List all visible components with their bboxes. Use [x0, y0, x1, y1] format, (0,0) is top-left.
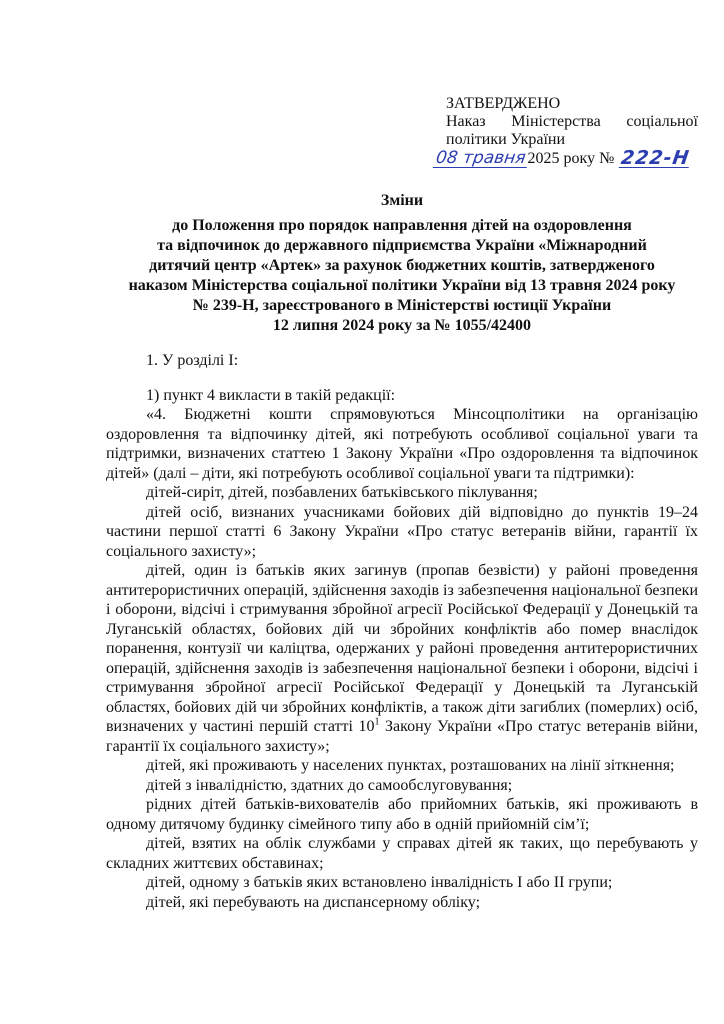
title-line-5: № 239-Н, зареєстрованого в Міністерстві юстиції України	[192, 297, 612, 314]
paragraph-9: дітей, одному з батьків яких встановлено інвалідність I або II групи;	[146, 874, 613, 891]
title-line-1: до Положення про порядок направлення дітей на оздоровлення	[172, 217, 632, 234]
approval-block	[434, 95, 698, 169]
paragraph-4-tail: Закону України «Про статус ветеранів війни, гарантії їх соціального захисту»;	[106, 718, 698, 755]
paragraph-10: дітей, які перебувають на диспансерному обліку;	[146, 893, 481, 911]
title-heading: Зміни	[380, 192, 424, 209]
paragraph-8: дітей, взятих на облік службами у справах дітей як таких, що перебувають у складних життєвих обставинах;	[106, 835, 698, 872]
paragraph-4-text: дітей, один із батьків яких загинув (пропав безвісти) у районі проведення антитерористичних операцій, здійснення заходів із забезпечення національної безпеки і оборони, відсічі і стримування збройної агресії Російської Федерації у Донецькій та Луганській областях, бойових дій чи збройних конфліктів або помер внаслідок поранення, контузії чи каліцтва, одержаних у районі проведення антитерористичних операцій, здійснення заходів із забезпечення національної безпеки і оборони, відсічі і стримування збройної агресії Російської Федерації у Донецькій та Луганській областях, бойових дій чи збройних конфліктів, а також діти загиблих (померлих) осіб, визначених у частині першій статті 10	[106, 562, 698, 735]
handwritten-order-number: 222-Н	[619, 147, 692, 169]
item-1: 1) пункт 4 викласти в такій редакції:	[146, 386, 396, 404]
paragraph-2: дітей-сиріт, дітей, позбавлених батьківського піклування;	[146, 484, 538, 501]
title-line-6: 12 липня 2024 року за № 1055/42400	[272, 317, 532, 334]
document-body	[106, 351, 698, 912]
superscript-1: 1	[374, 716, 380, 728]
order-date-line	[434, 149, 698, 168]
order-line-1: Наказ Міністерства соціальної	[446, 113, 698, 130]
document-title	[106, 191, 698, 336]
paragraph-7: рідних дітей батьків-вихователів або прийомних батьків, які проживають в одному дитячому будинку сімейного типу або в одній прийомній сім’ї;	[106, 796, 698, 833]
approval-stamp: ЗАТВЕРДЖЕНО	[446, 95, 561, 112]
paragraph-4	[106, 561, 698, 756]
handwritten-date: 08 травня	[434, 148, 527, 168]
title-line-4: наказом Міністерства соціальної політики України від 13 травня 2024 року	[128, 277, 676, 294]
paragraph-1: «4. Бюджетні кошти спрямовуються Мінсоцполітики на організацію оздоровлення та відпочинку дітей, які потребують особливої соціальної уваги та підтримки, визначених статтею 1 Закону України «Про оздоровлення та відпочинок дітей» (далі – діти, які потребують особливої соціальної уваги та підтримки):	[106, 406, 698, 482]
order-year-text: 2025 року №	[527, 150, 615, 167]
paragraph-3: дітей осіб, визнаних учасниками бойових дій відповідно до пунктів 19–24 частини першої статті 6 Закону України «Про статус ветеранів війни, гарантії їх соціального захисту»;	[106, 503, 698, 560]
title-line-2: та відпочинок до державного підприємства України «Міжнародний	[157, 237, 647, 254]
paragraph-6: дітей з інвалідністю, здатних до самообслуговування;	[146, 776, 513, 794]
order-line-2: політики України	[446, 131, 566, 148]
section-heading: 1. У розділі I:	[146, 352, 239, 369]
title-line-3: дитячий центр «Артек» за рахунок бюджетних коштів, затвердженого	[149, 257, 655, 274]
paragraph-5: дітей, які проживають у населених пунктах, розташованих на лінії зіткнення;	[146, 757, 675, 774]
